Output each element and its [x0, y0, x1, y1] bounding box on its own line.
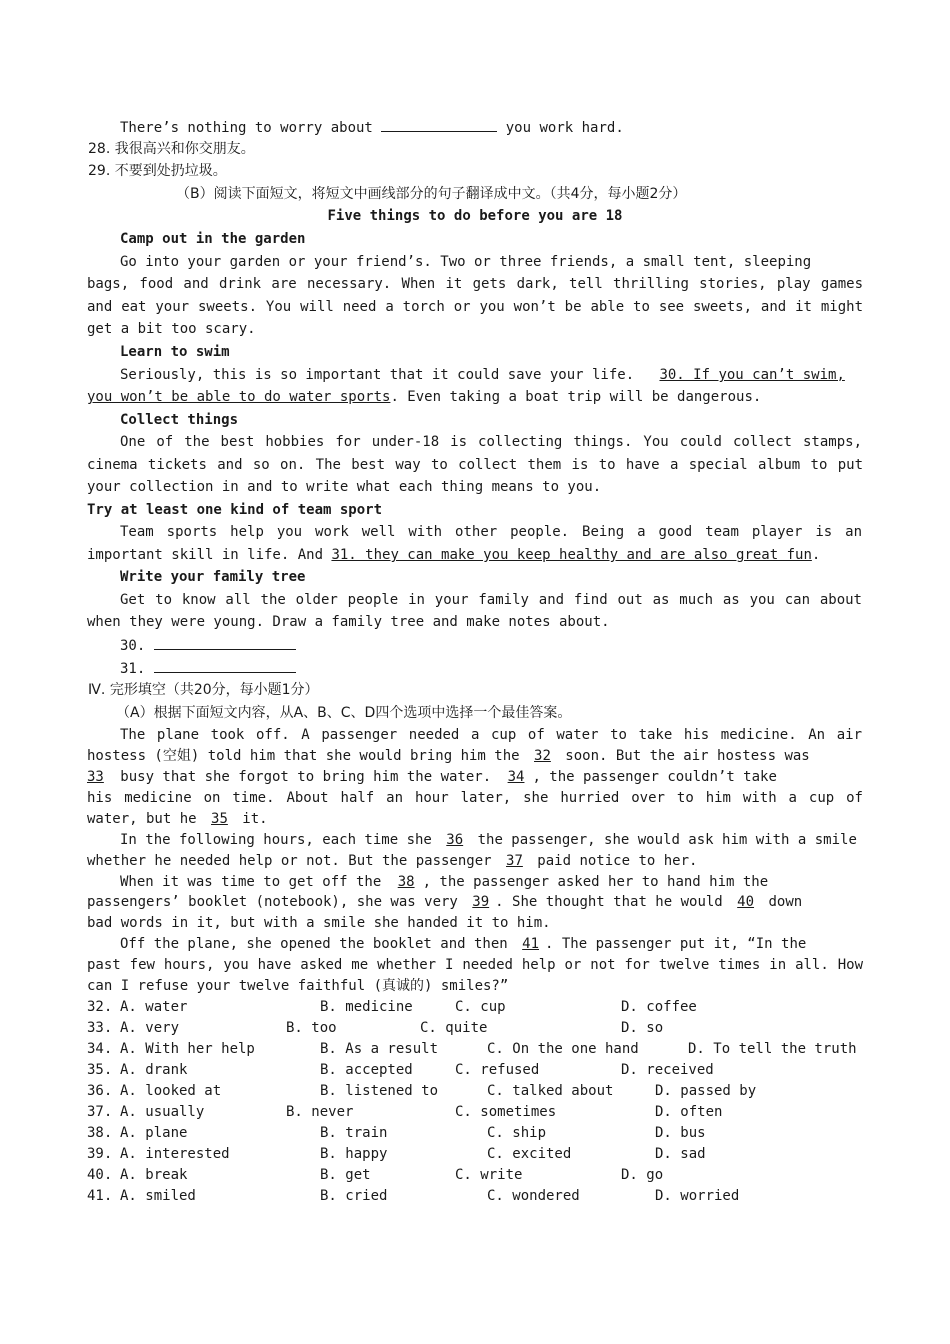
cloze-instruction: （A）根据下面短文内容，从A、B、C、D四个选项中选择一个最佳答案。: [116, 705, 572, 721]
camp-line-1: [120, 252, 862, 272]
option-row-32-number: 32.: [87, 999, 113, 1015]
collect-heading: Collect things: [120, 412, 239, 428]
q27-sentence: There’s nothing to worry about you work hard.: [120, 117, 624, 138]
swim-line-1: Seriously, this is so important that it could save your life. 30. If you can’t swim,: [120, 367, 845, 383]
camp-text-1: Go into your garden or your friend’s. Two or three friends, a small tent, sleeping: [120, 254, 812, 270]
option-41-a[interactable]: A. smiled: [120, 1188, 196, 1204]
option-34-d[interactable]: D. To tell the truth: [688, 1041, 857, 1057]
option-35-c[interactable]: C. refused: [455, 1062, 540, 1078]
blank-34[interactable]: 34: [507, 769, 525, 785]
option-40-a[interactable]: A. break: [120, 1167, 188, 1183]
option-row-37-number: 37.: [87, 1104, 113, 1120]
camp-line-4: get a bit too scary.: [87, 321, 256, 337]
answer-31-blank[interactable]: [154, 658, 296, 673]
option-33-d[interactable]: D. so: [621, 1020, 664, 1036]
option-37-b[interactable]: B. never: [286, 1104, 354, 1120]
cloze-p3-line-2: passengers’ booklet (notebook), she was very 39 . She thought that he would 40 down: [87, 894, 803, 910]
team-line-2: important skill in life. And 31. they can make you keep healthy and are also great fun.: [87, 547, 821, 563]
option-35-d[interactable]: D. received: [621, 1062, 714, 1078]
option-39-a[interactable]: A. interested: [120, 1146, 230, 1162]
option-33-c[interactable]: C. quite: [420, 1020, 488, 1036]
section-4-heading: Ⅳ. 完形填空（共20分，每小题1分）: [88, 682, 319, 698]
blank-32[interactable]: 32: [534, 748, 551, 764]
tree-heading: Write your family tree: [120, 569, 306, 585]
option-41-d[interactable]: D. worried: [655, 1188, 740, 1204]
cloze-p1-line-4: his medicine on time. About half an hour later, she hurried over to him with a cup of: [87, 790, 863, 806]
option-row-33-number: 33.: [87, 1020, 113, 1036]
q27-blank[interactable]: [381, 117, 497, 132]
option-row-36-number: 36.: [87, 1083, 113, 1099]
answer-30: 30.: [120, 635, 296, 656]
option-39-b[interactable]: B. happy: [320, 1146, 388, 1162]
cloze-p4-line-3: can I refuse your twelve faithful (真诚的) smiles?”: [87, 978, 509, 994]
tree-line-2: when they were young. Draw a family tree and make notes about.: [87, 614, 610, 630]
team-line-1: Team sports help you work well with other people. Being a good team player is an: [120, 524, 862, 540]
blank-36[interactable]: 36: [446, 832, 464, 848]
blank-39[interactable]: 39: [472, 894, 490, 910]
option-33-b[interactable]: B. too: [286, 1020, 337, 1036]
blank-35[interactable]: 35: [211, 811, 228, 827]
cloze-p4-line-1: Off the plane, she opened the booklet and then 41 . The passenger put it, “In the: [120, 936, 807, 952]
cloze-p1-line-5: water, but he 35 it.: [87, 811, 268, 827]
cloze-p3-line-1: When it was time to get off the 38 , the passenger asked her to hand him the: [120, 874, 769, 890]
option-36-b[interactable]: B. listened to: [320, 1083, 439, 1099]
cloze-p1-line-1: The plane took off. A passenger needed a cup of water to take his medicine. An air: [120, 727, 862, 743]
blank-41[interactable]: 41: [522, 936, 540, 952]
option-row-35-number: 35.: [87, 1062, 113, 1078]
sentence-31-underlined: 31. they can make you keep healthy and are also great fun: [331, 547, 812, 563]
option-35-a[interactable]: A. drank: [120, 1062, 188, 1078]
option-41-b[interactable]: B. cried: [320, 1188, 388, 1204]
option-32-c[interactable]: C. cup: [455, 999, 506, 1015]
option-38-c[interactable]: C. ship: [487, 1125, 547, 1141]
team-heading: Try at least one kind of team sport: [87, 502, 383, 518]
option-row-39-number: 39.: [87, 1146, 113, 1162]
swim-line-2: you won’t be able to do water sports. Even taking a boat trip will be dangerous.: [87, 389, 762, 405]
option-39-c[interactable]: C. excited: [487, 1146, 572, 1162]
cloze-p2-line-2: whether he needed help or not. But the passenger 37 paid notice to her.: [87, 853, 698, 869]
camp-heading: Camp out in the garden: [120, 231, 306, 247]
option-38-a[interactable]: A. plane: [120, 1125, 188, 1141]
blank-37[interactable]: 37: [506, 853, 523, 869]
blank-38[interactable]: 38: [397, 874, 415, 890]
blank-33[interactable]: 33: [87, 769, 104, 785]
collect-line-1: One of the best hobbies for under-18 is collecting things. You could collect stamps,: [120, 434, 862, 450]
q29: 29. 不要到处扔垃圾。: [88, 163, 227, 179]
swim-heading: Learn to swim: [120, 344, 230, 360]
answer-31: 31.: [120, 658, 296, 679]
cloze-p4-line-2: past few hours, you have asked me whether I needed help or not for twelve times in all. How: [87, 957, 863, 973]
option-36-d[interactable]: D. passed by: [655, 1083, 757, 1099]
option-32-b[interactable]: B. medicine: [320, 999, 413, 1015]
option-row-40-number: 40.: [87, 1167, 113, 1183]
option-33-a[interactable]: A. very: [120, 1020, 180, 1036]
option-37-a[interactable]: A. usually: [120, 1104, 205, 1120]
section-b-heading: （B）阅读下面短文，将短文中画线部分的句子翻译成中文。（共4分，每小题2分）: [176, 186, 687, 202]
article-title: Five things to do before you are 18: [327, 208, 623, 224]
answer-30-blank[interactable]: [154, 635, 296, 650]
option-row-41-number: 41.: [87, 1188, 113, 1204]
option-37-d[interactable]: D. often: [655, 1104, 723, 1120]
option-39-d[interactable]: D. sad: [655, 1146, 706, 1162]
option-38-d[interactable]: D. bus: [655, 1125, 706, 1141]
option-40-d[interactable]: D. go: [621, 1167, 664, 1183]
option-40-b[interactable]: B. get: [320, 1167, 371, 1183]
option-32-d[interactable]: D. coffee: [621, 999, 697, 1015]
cloze-p1-line-3: 33 busy that she forgot to bring him the water. 34 , the passenger couldn’t take: [87, 769, 777, 785]
tree-line-1: Get to know all the older people in your family and find out as much as you can about: [120, 592, 862, 608]
option-37-c[interactable]: C. sometimes: [455, 1104, 557, 1120]
cloze-p1-line-2: hostess (空姐) told him that she would bring him the 32 soon. But the air hostess was: [87, 748, 810, 764]
sentence-30-underlined-cont: you won’t be able to do water sports: [87, 389, 391, 405]
option-38-b[interactable]: B. train: [320, 1125, 388, 1141]
option-41-c[interactable]: C. wondered: [487, 1188, 580, 1204]
q28: 28. 我很高兴和你交朋友。: [88, 141, 255, 157]
option-36-a[interactable]: A. looked at: [120, 1083, 222, 1099]
option-36-c[interactable]: C. talked about: [487, 1083, 614, 1099]
cloze-p2-line-1: In the following hours, each time she 36 the passenger, she would ask him with a smile: [120, 832, 857, 848]
option-row-38-number: 38.: [87, 1125, 113, 1141]
sentence-30-underlined: 30. If you can’t swim,: [659, 367, 845, 383]
collect-line-3: your collection in and to write what each thing means to you.: [87, 479, 602, 495]
camp-line-2: bags, food and drink are necessary. When it gets dark, tell thrilling stories, play games: [87, 276, 863, 292]
camp-line-3: and eat your sweets. You will need a torch or you won’t be able to see sweets, and it might: [87, 299, 863, 315]
option-34-b[interactable]: B. As a result: [320, 1041, 439, 1057]
option-32-a[interactable]: A. water: [120, 999, 188, 1015]
option-35-b[interactable]: B. accepted: [320, 1062, 413, 1078]
cloze-p3-line-3: bad words in it, but with a smile she handed it to him.: [87, 915, 551, 931]
option-40-c[interactable]: C. write: [455, 1167, 523, 1183]
option-row-34-number: 34.: [87, 1041, 113, 1057]
option-34-a[interactable]: A. With her help: [120, 1041, 255, 1057]
blank-40[interactable]: 40: [737, 894, 755, 910]
collect-line-2: cinema tickets and so on. The best way to collect them is to have a special album to put: [87, 457, 863, 473]
option-34-c[interactable]: C. On the one hand: [487, 1041, 639, 1057]
